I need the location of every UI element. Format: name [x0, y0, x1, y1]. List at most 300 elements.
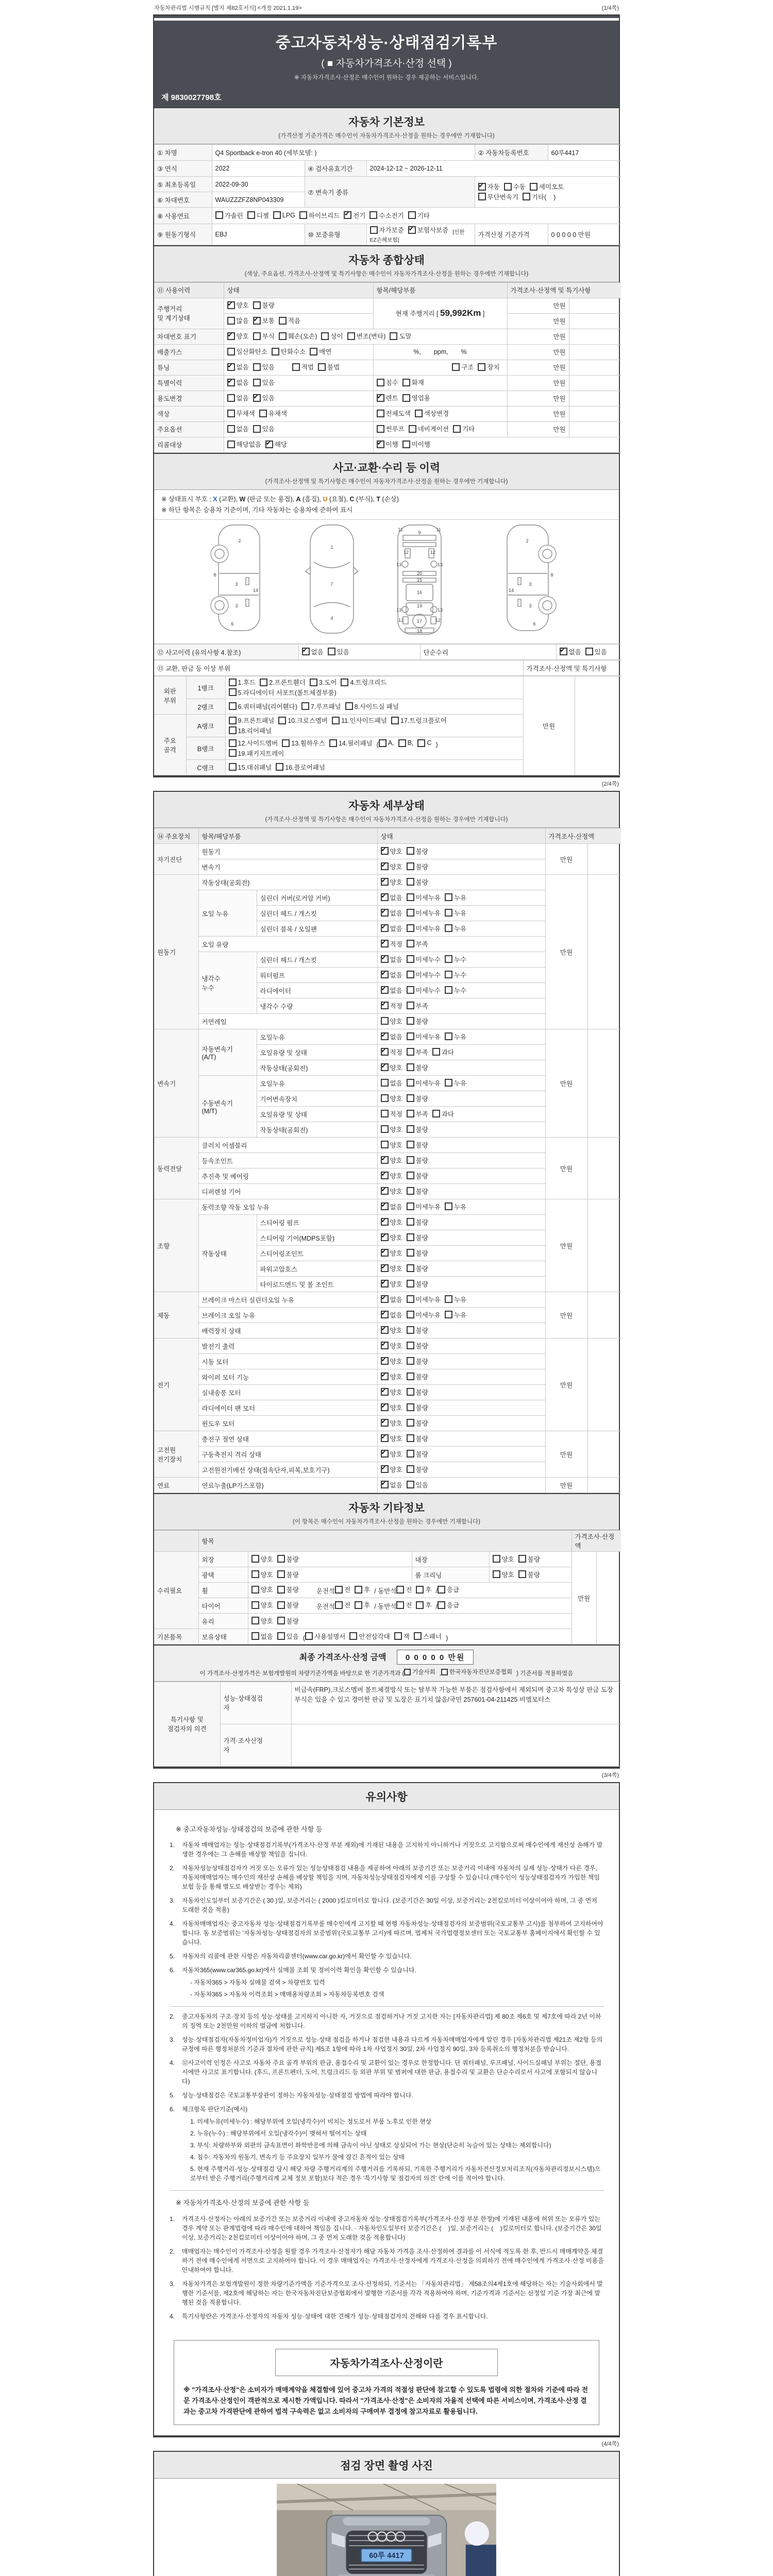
checkbox-label: 후 — [425, 1602, 432, 1609]
checkbox[interactable] — [523, 193, 530, 200]
checkbox[interactable] — [407, 1465, 414, 1473]
checkbox-option — [253, 378, 275, 387]
checkbox[interactable] — [301, 702, 309, 710]
table-cell — [186, 737, 225, 760]
checkbox[interactable] — [381, 1233, 389, 1241]
checkbox[interactable] — [407, 1202, 414, 1210]
checkbox[interactable] — [407, 1326, 414, 1334]
checkbox[interactable] — [381, 862, 389, 870]
checkbox[interactable] — [355, 1586, 362, 1594]
diagram-part-number: 18 — [416, 629, 423, 634]
checkbox-option — [279, 316, 300, 325]
checkbox-label: 3.도어 — [318, 679, 337, 686]
cell-text: 2랭크 — [197, 703, 214, 711]
checkbox[interactable] — [518, 1570, 526, 1578]
checkbox[interactable] — [407, 862, 414, 870]
checkbox[interactable] — [377, 425, 384, 433]
checkbox[interactable] — [407, 909, 414, 917]
checkbox[interactable] — [377, 440, 384, 448]
checkbox[interactable] — [282, 739, 290, 747]
checkbox[interactable] — [530, 183, 537, 191]
checkbox[interactable] — [398, 739, 406, 747]
checkbox[interactable] — [227, 301, 235, 309]
checkbox[interactable] — [381, 1295, 389, 1303]
checkbox[interactable] — [407, 893, 414, 901]
checkbox[interactable] — [265, 440, 273, 448]
checkbox-option — [523, 192, 556, 201]
cell-text: 외장 — [201, 1556, 214, 1564]
checkbox[interactable] — [381, 1032, 389, 1040]
table-cell — [198, 1029, 257, 1076]
checkbox-label: 사용설명서 — [314, 1633, 346, 1640]
checkbox[interactable] — [407, 1079, 414, 1087]
checkbox[interactable] — [381, 1419, 389, 1427]
checkbox[interactable] — [273, 211, 281, 219]
checkbox[interactable] — [276, 763, 283, 771]
checkbox[interactable] — [407, 1002, 414, 1009]
checkbox[interactable] — [229, 749, 237, 757]
checkbox[interactable] — [227, 332, 235, 340]
checkbox[interactable] — [381, 1048, 389, 1056]
table-cell — [224, 406, 373, 421]
checkbox[interactable] — [381, 1002, 389, 1009]
checkbox[interactable] — [407, 1434, 414, 1442]
checkbox[interactable] — [407, 1403, 414, 1411]
checkbox[interactable] — [445, 1032, 452, 1040]
checkbox[interactable] — [381, 1326, 389, 1334]
cell-text: 연료누출(LP가스포함) — [201, 1482, 264, 1489]
checkbox[interactable] — [416, 1601, 424, 1609]
checkbox[interactable] — [407, 1218, 414, 1226]
checkbox-label: 6.쿼터패널(리어휀다) — [238, 703, 297, 710]
checkbox[interactable] — [247, 211, 255, 219]
checkbox-label: 12.사이드멤버 — [238, 740, 278, 747]
checkbox[interactable] — [381, 1434, 389, 1442]
checkbox[interactable] — [381, 1465, 389, 1473]
table-cell — [248, 1629, 572, 1645]
checkbox[interactable] — [407, 924, 414, 932]
checkbox-option — [381, 1248, 402, 1258]
checkbox[interactable] — [381, 1202, 389, 1210]
checkbox[interactable] — [302, 648, 310, 655]
checkbox-label: 없음 — [390, 971, 402, 979]
cell-text: 만원 — [553, 380, 566, 387]
checkbox[interactable] — [445, 1079, 452, 1087]
checkbox-option — [402, 439, 430, 449]
checkbox[interactable] — [445, 1202, 452, 1210]
checkbox[interactable] — [381, 1311, 389, 1318]
checkbox[interactable] — [381, 971, 389, 978]
checkbox[interactable] — [251, 1632, 259, 1640]
checkbox[interactable] — [381, 1342, 389, 1349]
checkbox[interactable] — [277, 1632, 285, 1640]
checkbox[interactable] — [253, 317, 261, 325]
checkbox[interactable] — [279, 332, 287, 340]
checkbox[interactable] — [377, 394, 384, 402]
checkbox[interactable] — [229, 726, 237, 734]
table-cell — [596, 1552, 621, 1645]
checkbox[interactable] — [229, 688, 237, 696]
checkbox[interactable] — [402, 394, 410, 402]
checkbox-label: 없음 — [390, 909, 402, 917]
checkbox[interactable] — [441, 1669, 448, 1675]
checkbox[interactable] — [229, 702, 237, 710]
checkbox[interactable] — [404, 1669, 411, 1675]
checkbox[interactable] — [381, 1094, 389, 1102]
checkbox[interactable] — [332, 717, 340, 724]
checkbox[interactable] — [478, 183, 486, 191]
checkbox[interactable] — [253, 394, 261, 402]
checkbox[interactable] — [396, 1586, 404, 1594]
checkbox-option — [432, 1109, 454, 1118]
table-cell — [377, 1230, 545, 1246]
checkbox[interactable] — [377, 379, 384, 386]
checkbox-option — [381, 924, 402, 933]
checkbox[interactable] — [227, 425, 235, 433]
checkbox-label: 부족 — [415, 1110, 428, 1118]
checkbox[interactable] — [381, 1218, 389, 1226]
checkbox[interactable] — [408, 226, 416, 234]
checkbox[interactable] — [381, 1079, 389, 1087]
checkbox[interactable] — [504, 183, 512, 191]
table-cell — [545, 1431, 587, 1478]
checkbox[interactable] — [407, 1264, 414, 1272]
checkbox[interactable] — [402, 379, 410, 386]
checkbox-label: 상이 — [330, 333, 343, 341]
checkbox[interactable] — [407, 1481, 414, 1488]
checkbox[interactable] — [407, 1172, 414, 1179]
checkbox[interactable] — [432, 1048, 440, 1056]
checkbox[interactable] — [251, 1601, 259, 1609]
checkbox[interactable] — [407, 1357, 414, 1365]
checkbox[interactable] — [407, 1388, 414, 1396]
checkbox-option — [381, 1171, 402, 1180]
checkbox[interactable] — [407, 878, 414, 886]
checkbox[interactable] — [369, 211, 377, 219]
checkbox[interactable] — [414, 1632, 422, 1640]
checkbox[interactable] — [310, 348, 317, 355]
checkbox[interactable] — [407, 940, 414, 947]
checkbox[interactable] — [251, 1570, 259, 1578]
checkbox-label: 후 — [364, 1602, 371, 1609]
checkbox[interactable] — [407, 1063, 414, 1071]
checkbox-label: 불량 — [415, 1095, 428, 1103]
table-cell — [373, 298, 507, 329]
checkbox-label: 없음 — [390, 1311, 402, 1319]
cell-text: 가격조사·산정액 — [548, 833, 595, 840]
checkbox-label: A, — [388, 739, 394, 747]
checkbox[interactable] — [277, 1617, 285, 1624]
checkbox[interactable] — [277, 1601, 285, 1609]
checkbox[interactable] — [390, 332, 397, 340]
checkbox[interactable] — [251, 1617, 259, 1624]
table-cell — [489, 1567, 572, 1583]
checkbox[interactable] — [227, 317, 235, 325]
table-cell — [366, 161, 621, 177]
checkbox-label: 불량 — [415, 1218, 428, 1226]
checkbox[interactable] — [299, 211, 307, 219]
checkbox[interactable] — [407, 1156, 414, 1164]
checkbox[interactable] — [453, 425, 461, 433]
checkbox[interactable] — [381, 1110, 389, 1117]
checkbox[interactable] — [260, 679, 267, 686]
checkbox[interactable] — [493, 1570, 500, 1578]
checkbox[interactable] — [407, 971, 414, 978]
checkbox[interactable] — [407, 1048, 414, 1056]
checkbox[interactable] — [381, 1125, 389, 1133]
checkbox-option — [478, 182, 500, 191]
checkbox[interactable] — [229, 717, 237, 724]
checkbox[interactable] — [445, 955, 452, 963]
checkbox[interactable] — [381, 1481, 389, 1488]
checkbox[interactable] — [253, 425, 261, 433]
checkbox[interactable] — [407, 1017, 414, 1025]
checkbox[interactable] — [445, 1295, 452, 1303]
checkbox[interactable] — [335, 1601, 343, 1609]
checkbox[interactable] — [381, 909, 389, 917]
checkbox-label: 있음 — [594, 648, 607, 656]
checkbox[interactable] — [253, 301, 261, 309]
checkbox[interactable] — [277, 1555, 285, 1563]
checkbox[interactable] — [407, 1450, 414, 1458]
checkbox[interactable] — [407, 955, 414, 963]
cell-text: A — [296, 495, 301, 503]
checkbox[interactable] — [478, 193, 486, 200]
checkbox-option — [407, 955, 441, 964]
checkbox[interactable] — [253, 379, 261, 386]
checkbox[interactable] — [227, 440, 235, 448]
checkbox[interactable] — [407, 1372, 414, 1380]
basic-info-table — [154, 144, 621, 245]
rank-table — [154, 676, 621, 775]
checkbox[interactable] — [215, 211, 223, 219]
table-cell — [248, 1552, 412, 1567]
checkbox[interactable] — [277, 1586, 285, 1594]
checkbox-option — [407, 862, 428, 871]
checkbox[interactable] — [251, 1586, 259, 1594]
checkbox[interactable] — [355, 1601, 362, 1609]
checkbox[interactable] — [518, 1555, 526, 1563]
checkbox[interactable] — [376, 739, 386, 749]
checkbox[interactable] — [381, 1450, 389, 1458]
checkbox[interactable] — [435, 1586, 445, 1595]
checkbox[interactable] — [305, 1632, 313, 1640]
checkbox-label: 스패너 — [423, 1633, 442, 1640]
checkbox[interactable] — [407, 1311, 414, 1318]
checkbox[interactable] — [381, 1063, 389, 1071]
checkbox[interactable] — [259, 410, 267, 417]
checkbox[interactable] — [407, 1094, 414, 1102]
checkbox[interactable] — [381, 1187, 389, 1195]
checkbox-option — [376, 739, 394, 749]
checkbox[interactable] — [415, 410, 423, 417]
table-cell — [507, 421, 569, 437]
checkbox[interactable] — [335, 1586, 343, 1594]
checkbox[interactable] — [381, 940, 389, 947]
checkbox[interactable] — [341, 679, 348, 686]
table-cell — [186, 676, 225, 699]
checkbox[interactable] — [381, 893, 389, 901]
checkbox[interactable] — [417, 739, 425, 747]
checkbox[interactable] — [585, 648, 593, 655]
checkbox[interactable] — [381, 1141, 389, 1148]
checkbox-option — [453, 424, 475, 433]
checkbox[interactable] — [347, 332, 355, 340]
checkbox[interactable] — [292, 363, 300, 371]
checkbox[interactable] — [381, 1280, 389, 1287]
checkbox[interactable] — [407, 1342, 414, 1349]
checkbox[interactable] — [478, 363, 485, 371]
checkbox[interactable] — [377, 410, 384, 417]
checkbox[interactable] — [227, 348, 235, 355]
checkbox[interactable] — [407, 1233, 414, 1241]
checkbox[interactable] — [328, 648, 335, 655]
checkbox[interactable] — [344, 211, 351, 219]
checkbox[interactable] — [310, 679, 317, 686]
checkbox[interactable] — [407, 1125, 414, 1133]
notice-group-header: ※ 중고자동차성능·상태점검의 보증에 관한 사항 등 — [176, 1825, 323, 1833]
checkbox-option — [398, 739, 414, 747]
cell-text: 점검자의 의견 — [167, 1725, 207, 1733]
checkbox[interactable] — [381, 1156, 389, 1164]
checkbox[interactable] — [445, 924, 452, 932]
cell-text: [신한EZ손해보험] — [369, 229, 465, 243]
exchange-row-wrap — [154, 660, 619, 676]
checkbox-option — [227, 300, 249, 310]
checkbox[interactable] — [394, 1632, 402, 1640]
checkbox-option — [445, 1032, 466, 1041]
checkbox[interactable] — [381, 924, 389, 932]
checkbox[interactable] — [381, 1249, 389, 1257]
cell-text: 보유상태 — [201, 1633, 227, 1641]
table-row — [154, 406, 621, 421]
table-cell — [377, 1184, 545, 1199]
checkbox[interactable] — [407, 1032, 414, 1040]
checkbox[interactable] — [381, 986, 389, 994]
checkbox[interactable] — [445, 971, 452, 978]
checkbox[interactable] — [345, 702, 353, 710]
checkbox[interactable] — [227, 363, 235, 371]
checkbox[interactable] — [278, 717, 286, 724]
checkbox[interactable] — [277, 1570, 285, 1578]
checkbox[interactable] — [407, 1187, 414, 1195]
checkbox[interactable] — [227, 394, 235, 402]
checkbox[interactable] — [407, 847, 414, 855]
checkbox-option — [253, 331, 275, 341]
checkbox[interactable] — [435, 1601, 445, 1611]
checkbox-option — [381, 1202, 402, 1211]
checkbox[interactable] — [370, 226, 378, 234]
checkbox[interactable] — [408, 211, 416, 219]
checkbox-label: 누유 — [453, 1311, 467, 1319]
checkbox[interactable] — [445, 893, 452, 901]
cell-text: 가격조사·산정액 및 특기사항 — [526, 665, 607, 672]
checkbox[interactable] — [402, 440, 410, 448]
checkbox[interactable] — [321, 332, 329, 340]
checkbox[interactable] — [381, 1372, 389, 1380]
checkbox[interactable] — [381, 1017, 389, 1025]
table-cell — [224, 313, 373, 329]
cell-text: 부위 — [163, 697, 176, 704]
checkbox[interactable] — [445, 986, 452, 994]
checkbox[interactable] — [381, 1264, 389, 1272]
checkbox-option — [229, 688, 337, 697]
table-cell — [569, 375, 621, 391]
checkbox[interactable] — [272, 348, 279, 355]
checkbox[interactable] — [329, 739, 337, 747]
checkbox-option — [407, 1341, 428, 1350]
checkbox[interactable] — [445, 909, 452, 917]
notice-item — [170, 2058, 604, 2086]
checkbox[interactable] — [407, 1419, 414, 1427]
checkbox[interactable] — [381, 1357, 389, 1365]
notice-group-header: ※ 자동차가격조사·산정의 보증에 관한 사항 등 — [176, 2199, 310, 2207]
checkbox[interactable] — [407, 1110, 414, 1117]
checkbox-label: 불량 — [415, 1188, 428, 1195]
checkbox[interactable] — [560, 648, 567, 655]
checkbox-label: 전체도색 — [385, 410, 411, 418]
checkbox[interactable] — [318, 363, 326, 371]
checkbox[interactable] — [381, 955, 389, 963]
checkbox[interactable] — [381, 1388, 389, 1396]
checkbox[interactable] — [391, 717, 399, 724]
checkbox[interactable] — [432, 1110, 440, 1117]
checkbox[interactable] — [452, 363, 460, 371]
checkbox[interactable] — [227, 379, 235, 386]
checkbox-label: 탄화수소 — [280, 348, 306, 356]
table-cell — [154, 660, 523, 676]
checkbox[interactable] — [253, 363, 261, 371]
checkbox[interactable] — [381, 1403, 389, 1411]
cell-text: 만원 — [553, 302, 566, 310]
checkbox-option — [229, 702, 297, 711]
checkbox[interactable] — [229, 739, 237, 747]
cell-text: 만원 — [560, 856, 573, 863]
checkbox[interactable] — [493, 1555, 500, 1563]
notice-item-number: 4. — [170, 2312, 175, 2320]
checkbox[interactable] — [227, 410, 235, 417]
checkbox[interactable] — [407, 1280, 414, 1287]
checkbox[interactable] — [253, 332, 261, 340]
checkbox-label: 침수 — [385, 379, 398, 387]
checkbox[interactable] — [409, 425, 416, 433]
table-cell — [198, 875, 377, 890]
checkbox[interactable] — [445, 1311, 452, 1318]
checkbox[interactable] — [251, 1555, 259, 1563]
checkbox[interactable] — [416, 1586, 424, 1594]
checkbox-option — [381, 1016, 402, 1026]
checkbox[interactable] — [279, 317, 287, 325]
checkbox[interactable] — [229, 679, 237, 686]
checkbox[interactable] — [349, 1632, 357, 1640]
cell-text: 리콜대상 — [157, 442, 182, 449]
checkbox[interactable] — [381, 847, 389, 855]
checkbox[interactable] — [381, 878, 389, 886]
checkbox[interactable] — [407, 986, 414, 994]
checkbox-label: 5.라디에이터 서포트(볼트체결부품) — [238, 689, 337, 697]
checkbox[interactable] — [381, 1172, 389, 1179]
checkbox[interactable] — [396, 1601, 404, 1609]
checkbox[interactable] — [407, 1141, 414, 1148]
cell-text: 원동기 — [157, 948, 176, 956]
checkbox[interactable] — [229, 763, 237, 771]
checkbox[interactable] — [407, 1295, 414, 1303]
cell-text: 특기사항 및 — [170, 1716, 204, 1723]
table-cell — [198, 1199, 377, 1215]
cell-text: X — [213, 495, 217, 503]
checkbox[interactable] — [407, 1249, 414, 1257]
table-cell — [377, 1447, 545, 1462]
